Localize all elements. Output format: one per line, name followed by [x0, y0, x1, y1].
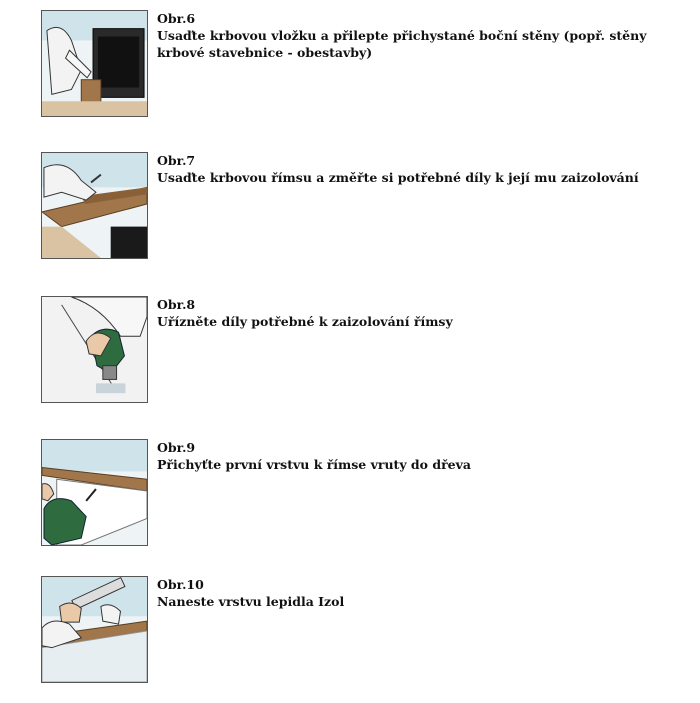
step-title: Obr.7 — [157, 153, 196, 168]
step-text: Usaďte krbovou vložku a přilepte přichystané boční stěny (popř. stěny krbové stavebnice - obestavby) — [157, 28, 647, 60]
jigsaw-cutting-illustration — [41, 296, 148, 403]
step-caption — [157, 439, 667, 473]
drill-screwing-illustration — [41, 439, 148, 546]
step-caption — [157, 152, 667, 186]
fireplace-insert-illustration — [41, 10, 148, 117]
step-caption — [157, 296, 667, 330]
step-caption — [157, 10, 667, 61]
step-title: Obr.6 — [157, 11, 196, 26]
step-title: Obr.9 — [157, 440, 196, 455]
step-text: Usaďte krbovou římsu a změřte si potřebné díly k její mu zaizolování — [157, 170, 639, 185]
step-text: Naneste vrstvu lepidla Izol — [157, 594, 345, 609]
step-title: Obr.8 — [157, 297, 196, 312]
measuring-mantel-illustration — [41, 152, 148, 259]
step-text: Uřízněte díly potřebné k zaizolování římsy — [157, 314, 453, 329]
step-caption — [157, 576, 667, 610]
step-title: Obr.10 — [157, 577, 204, 592]
step-text: Přichyťte první vrstvu k římse vruty do dřeva — [157, 457, 472, 472]
glue-gun-illustration — [41, 576, 148, 683]
